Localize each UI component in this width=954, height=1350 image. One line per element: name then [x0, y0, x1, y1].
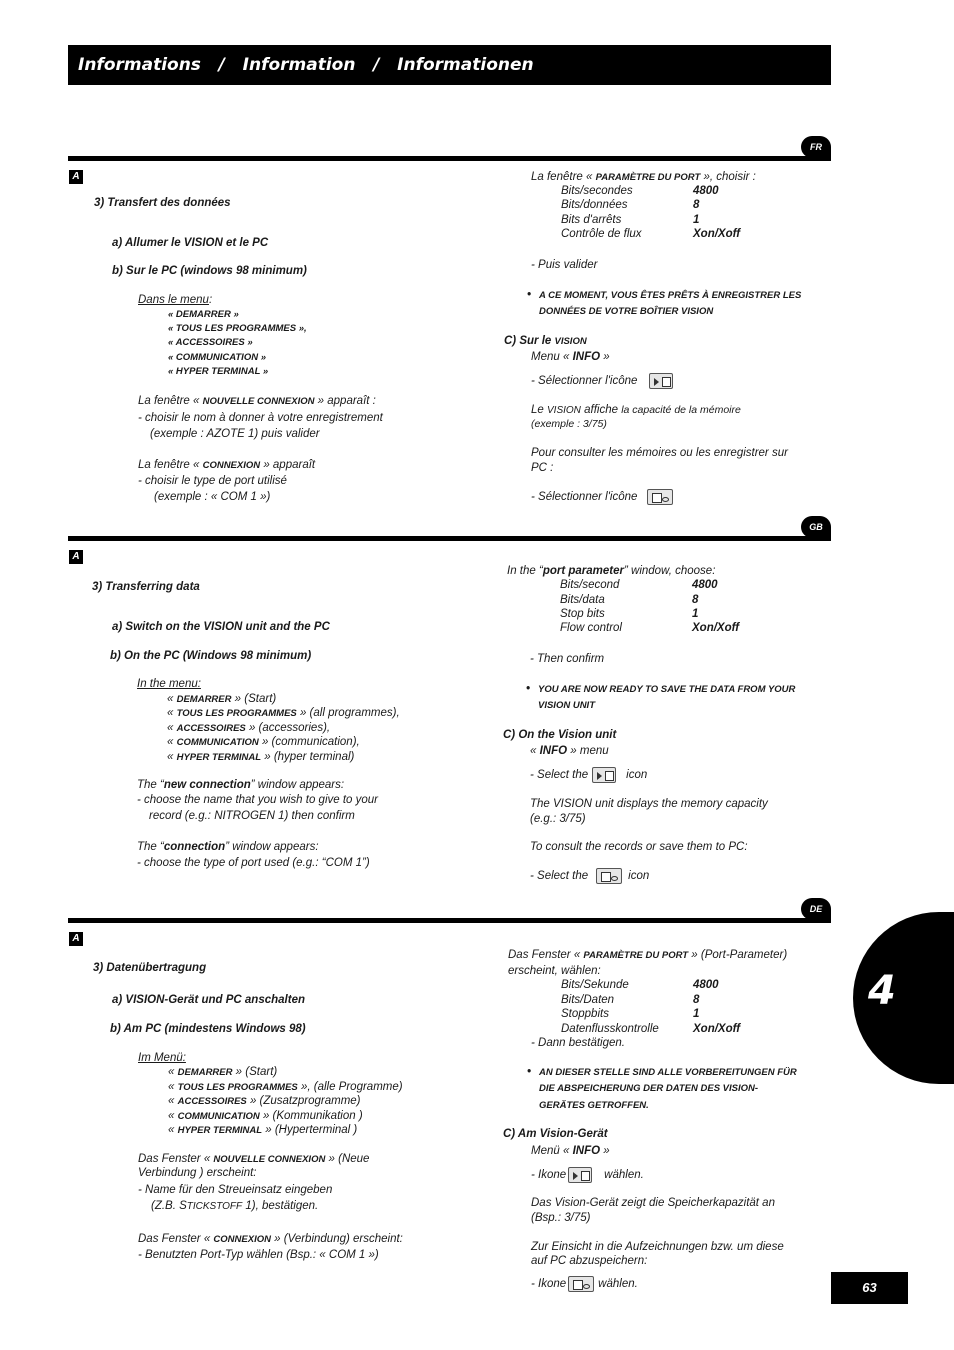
- fr-validate-step: - Puis valider: [531, 259, 598, 271]
- chapter-number: 4: [868, 968, 896, 1014]
- gb-step-a: a) Switch on the VISION unit and the PC: [112, 621, 330, 633]
- de-port-parameter-line: Das Fenster « PARAMÈTRE DU PORT » (Port-Parameter): [508, 949, 788, 961]
- fr-menu-item: « ACCESSOIRES »: [168, 337, 253, 348]
- de-select-icon-step: - Ikone wählen.: [531, 1276, 638, 1292]
- de-connection-step: - Benutzten Port-Typ wählen (Bsp.: « COM 1 »): [138, 1249, 379, 1261]
- de-step-c: C) Am Vision-Gerät: [503, 1128, 608, 1140]
- de-new-connection-line: Das Fenster « NOUVELLE CONNEXION » (Neue: [138, 1153, 370, 1165]
- gb-param-label: Flow control: [560, 622, 622, 634]
- fr-step-b: b) Sur le PC (windows 98 minimum): [112, 265, 307, 277]
- de-menu-label: Im Menü:: [138, 1052, 186, 1064]
- gb-ready-note: YOU ARE NOW READY TO SAVE THE DATA FROM YOUR: [538, 684, 796, 695]
- fr-connection-example: (exemple : « COM 1 »): [154, 491, 271, 503]
- fr-new-connection-example: (exemple : AZOTE 1) puis valider: [150, 428, 320, 440]
- gb-param-label: Stop bits: [560, 608, 605, 620]
- gb-select-icon-step: - Select the icon: [530, 767, 647, 783]
- de-display-capacity: Das Vision-Gerät zeigt die Speicherkapazität an: [531, 1197, 775, 1209]
- gb-display-capacity: The VISION unit displays the memory capacity: [530, 798, 768, 810]
- fr-menu-item: « TOUS LES PROGRAMMES »,: [168, 323, 307, 334]
- gb-param-value: 8: [692, 594, 699, 606]
- section-marker-a-gb: A: [69, 550, 83, 564]
- de-menu-item: « COMMUNICATION » (Kommunikation ): [168, 1110, 363, 1122]
- de-menu-item: « TOUS LES PROGRAMMES », (alle Programme): [168, 1081, 403, 1093]
- save-records-icon: [568, 1276, 594, 1292]
- gb-param-value: 1: [692, 608, 699, 620]
- de-new-connection-line2: Verbindung ) erscheint:: [138, 1167, 257, 1179]
- gb-menu-item: « TOUS LES PROGRAMMES » (all programmes),: [167, 707, 400, 719]
- de-new-connection-step: - Name für den Streueinsatz eingeben: [138, 1184, 333, 1196]
- gb-menu-item: « HYPER TERMINAL » (hyper terminal): [167, 751, 355, 763]
- de-param-value: 8: [693, 994, 700, 1006]
- de-step3-heading: 3) Datenübertragung: [93, 962, 207, 974]
- fr-menu-item: « DEMARRER »: [168, 309, 239, 320]
- section-rule-gb: [68, 536, 831, 541]
- fr-display-example: (exemple : 3/75): [531, 418, 607, 430]
- de-param-value: 4800: [693, 979, 719, 991]
- fr-new-connection-line: La fenêtre « NOUVELLE CONNEXION » apparaît :: [138, 395, 376, 407]
- de-param-label: Stoppbits: [561, 1008, 609, 1020]
- gb-connection-step: - choose the type of port used (e.g.: “COM 1”): [137, 857, 370, 869]
- fr-display-capacity: Le VISION affiche la capacité de la mémoire: [531, 404, 741, 416]
- info-display-icon: [568, 1167, 592, 1183]
- de-select-icon-step: - Ikone wählen.: [531, 1167, 644, 1183]
- gb-confirm-step: - Then confirm: [530, 653, 605, 665]
- gb-menu-item: « DEMARRER » (Start): [167, 693, 277, 705]
- gb-menu-item: « ACCESSOIRES » (accessories),: [167, 722, 331, 734]
- gb-select-icon-step: - Select the icon: [530, 868, 649, 884]
- de-consult-line: auf PC abzuspeichern:: [531, 1255, 648, 1267]
- de-new-connection-example: (Z.B. STICKSTOFF 1), bestätigen.: [151, 1200, 319, 1212]
- gb-menu-item: « COMMUNICATION » (communication),: [167, 736, 360, 748]
- gb-port-parameter-line: In the “port parameter” window, choose:: [507, 565, 716, 577]
- fr-step-a: a) Allumer le VISION et le PC: [112, 237, 269, 249]
- gb-param-value: Xon/Xoff: [692, 622, 740, 634]
- info-display-icon: [649, 373, 673, 389]
- de-consult-line: Zur Einsicht in die Aufzeichnungen bzw. um diese: [531, 1241, 784, 1253]
- gb-connection-line: The “connection” window appears:: [137, 841, 319, 853]
- gb-new-connection-example: record (e.g.: NITROGEN 1) then confirm: [149, 810, 355, 822]
- de-display-example: (Bsp.: 3/75): [531, 1212, 591, 1224]
- fr-bullet: •: [527, 289, 532, 301]
- fr-param-label: Bits/données: [561, 199, 628, 211]
- gb-step-b: b) On the PC (Windows 98 minimum): [110, 650, 312, 662]
- fr-ready-note: A CE MOMENT, VOUS ÊTES PRÊTS À ENREGISTRER LES: [539, 290, 802, 301]
- de-menu-item: « HYPER TERMINAL » (Hyperterminal ): [168, 1124, 358, 1136]
- fr-param-label: Bits/secondes: [561, 185, 633, 197]
- save-records-icon: [647, 489, 673, 505]
- fr-menu-label: Dans le menu:: [138, 294, 213, 306]
- fr-select-icon-step: - Sélectionner l'icône: [531, 373, 673, 389]
- gb-new-connection-step: - choose the name that you wish to give to your: [137, 794, 378, 806]
- fr-menu-item: « HYPER TERMINAL »: [168, 366, 269, 377]
- section-marker-a-de: A: [69, 932, 83, 946]
- lang-tab-gb: GB: [801, 516, 831, 538]
- de-port-parameter-line2: erscheint, wählen:: [508, 965, 601, 977]
- fr-param-label: Bits d'arrêts: [561, 214, 622, 226]
- gb-bullet: •: [526, 683, 531, 695]
- de-param-value: 1: [693, 1008, 700, 1020]
- page-number: 63: [831, 1272, 908, 1304]
- gb-step3-heading: 3) Transferring data: [92, 581, 200, 593]
- de-ready-note: AN DIESER STELLE SIND ALLE VORBEREITUNGEN FÜR: [539, 1067, 797, 1078]
- gb-param-label: Bits/data: [560, 594, 605, 606]
- fr-step-c: C) Sur le VISION: [504, 335, 587, 347]
- de-param-label: Datenflusskontrolle: [561, 1023, 659, 1035]
- section-marker-a-fr: A: [69, 170, 83, 184]
- fr-port-parameter-line: La fenêtre « PARAMÈTRE DU PORT », choisir :: [531, 171, 756, 183]
- fr-menu-item: « COMMUNICATION »: [168, 352, 266, 363]
- gb-param-label: Bits/second: [560, 579, 620, 591]
- gb-ready-note: VISION UNIT: [538, 700, 596, 711]
- section-rule-de: [68, 918, 831, 923]
- fr-new-connection-step: - choisir le nom à donner à votre enregistrement: [138, 412, 383, 424]
- fr-menu-info: Menu « INFO »: [531, 351, 610, 363]
- gb-param-value: 4800: [692, 579, 718, 591]
- gb-menu-label: In the menu:: [137, 678, 201, 690]
- fr-step3-heading: 3) Transfert des données: [94, 197, 231, 209]
- info-display-icon: [592, 767, 616, 783]
- de-menu-info: Menü « INFO »: [531, 1145, 610, 1157]
- fr-param-value: 8: [693, 199, 700, 211]
- de-connection-line: Das Fenster « CONNEXION » (Verbindung) erscheint:: [138, 1233, 403, 1245]
- de-step-a: a) VISION-Gerät und PC anschalten: [112, 994, 305, 1006]
- lang-tab-fr: FR: [801, 136, 831, 158]
- de-menu-item: « ACCESSOIRES » (Zusatzprogramme): [168, 1095, 361, 1107]
- fr-ready-note: DONNÉES DE VOTRE BOÎTIER VISION: [539, 306, 714, 317]
- de-ready-note: GERÄTES GETROFFEN.: [539, 1100, 649, 1111]
- de-menu-item: « DEMARRER » (Start): [168, 1066, 278, 1078]
- fr-param-value: 1: [693, 214, 700, 226]
- gb-step-c: C) On the Vision unit: [503, 729, 617, 741]
- section-rule-fr: [68, 156, 831, 161]
- fr-consult-line: Pour consulter les mémoires ou les enregistrer sur: [531, 447, 788, 459]
- fr-param-value: 4800: [693, 185, 719, 197]
- de-bullet: •: [527, 1066, 532, 1078]
- fr-connection-line: La fenêtre « CONNEXION » apparaît: [138, 459, 316, 471]
- gb-display-example: (e.g.: 3/75): [530, 813, 586, 825]
- fr-select-icon-step: - Sélectionner l'icône: [531, 489, 673, 505]
- de-confirm-step: - Dann bestätigen.: [531, 1037, 625, 1049]
- de-step-b: b) Am PC (mindestens Windows 98): [110, 1023, 306, 1035]
- de-param-label: Bits/Daten: [561, 994, 615, 1006]
- gb-menu-info: « INFO » menu: [530, 745, 609, 757]
- de-param-value: Xon/Xoff: [693, 1023, 741, 1035]
- fr-param-value: Xon/Xoff: [693, 228, 741, 240]
- gb-consult-line: To consult the records or save them to PC:: [530, 841, 748, 853]
- fr-consult-line: PC :: [531, 462, 554, 474]
- lang-tab-de: DE: [801, 898, 831, 920]
- gb-new-connection-line: The “new connection” window appears:: [137, 779, 345, 791]
- de-ready-note: DIE ABSPEICHERUNG DER DATEN DES VISION-: [539, 1083, 759, 1094]
- save-records-icon: [596, 868, 622, 884]
- page-header-title: Informations / Information / Informationen: [68, 45, 831, 85]
- fr-connection-step: - choisir le type de port utilisé: [138, 475, 287, 487]
- de-param-label: Bits/Sekunde: [561, 979, 629, 991]
- fr-param-label: Contrôle de flux: [561, 228, 642, 240]
